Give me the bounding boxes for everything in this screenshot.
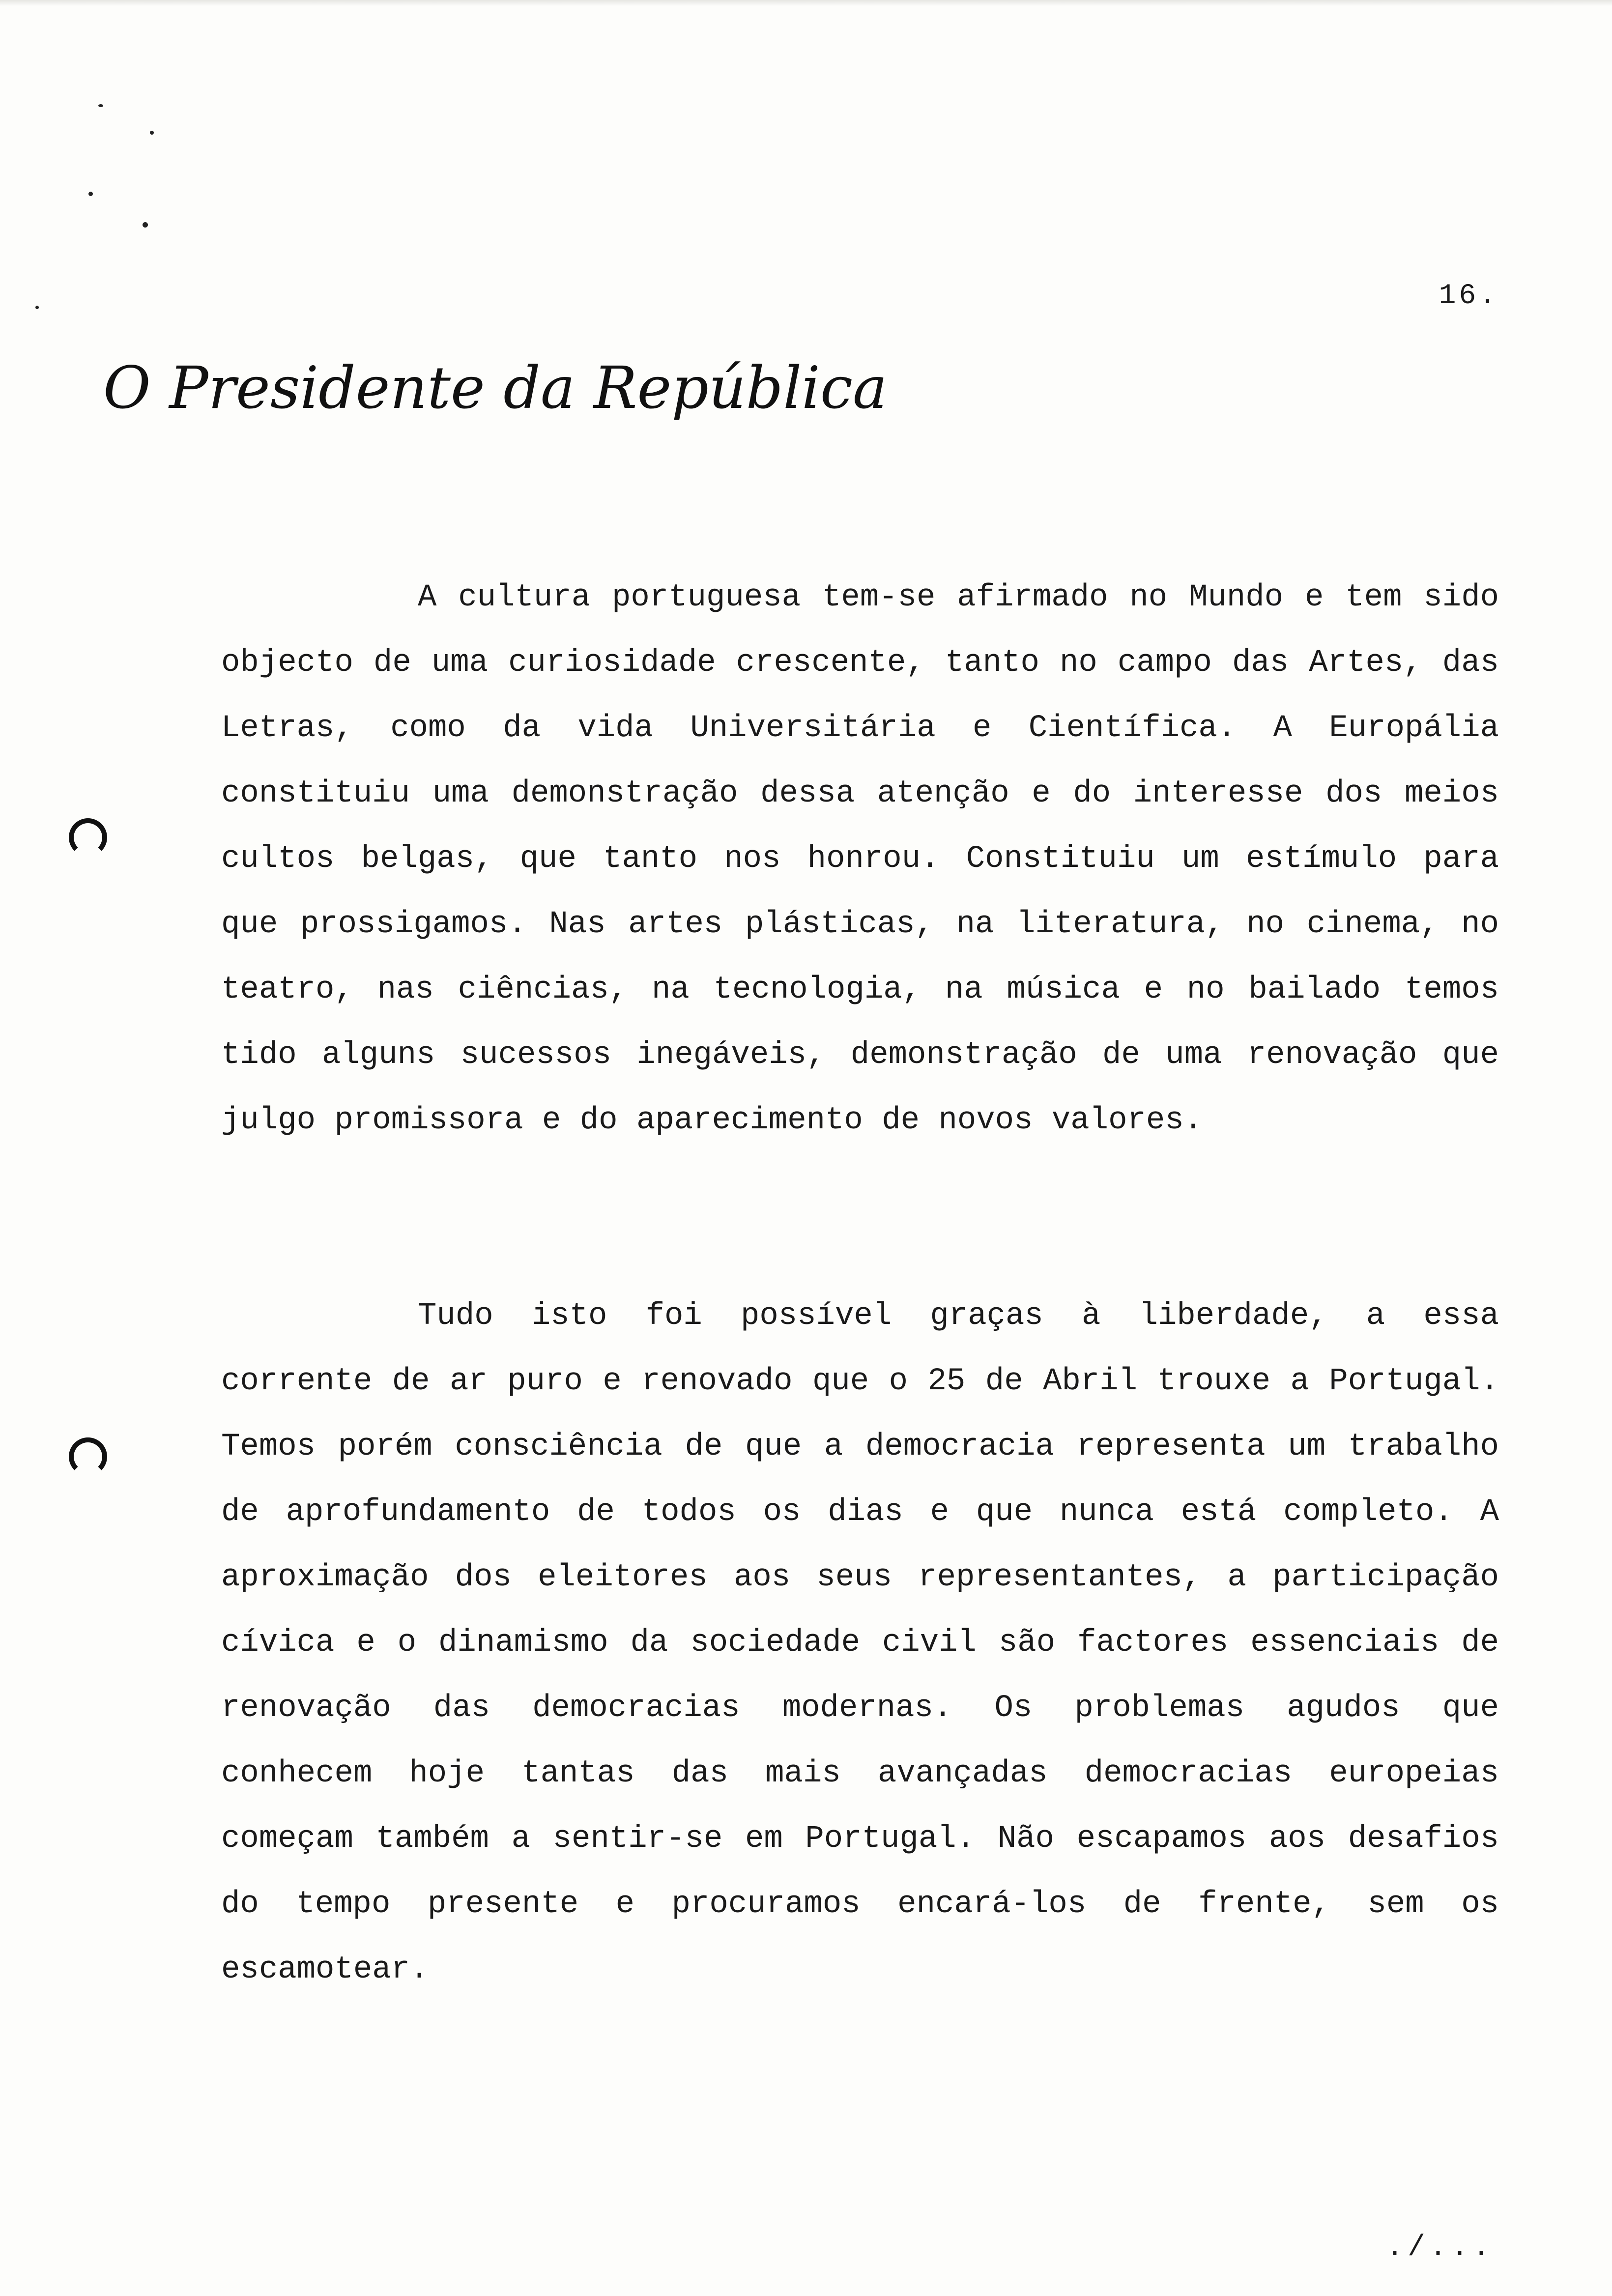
scan-speck: [35, 306, 39, 309]
continuation-mark: ./...: [1385, 2231, 1494, 2265]
page-number: 16.: [1439, 280, 1499, 312]
letterhead-title: O Presidente da República: [103, 354, 888, 422]
paragraph-culture: A cultura portuguesa tem-se afirmado no Mundo e tem sido objecto de uma curiosidade crescente, tanto no campo das Artes, das Letras, como da vida Universitária e Científica. A Europália constituiu uma demonstração dessa atenção e do interesse dos meios cultos belgas, que tanto nos honrou. Constituiu um estímulo para que prossigamos. Nas artes plásticas, na literatura, no cinema, no teatro, nas ciências, na tecnologia, na música e no bailado temos tido alguns sucessos inegáveis, demonstração de uma renovação que julgo promissora e do aparecimento de novos valores.: [221, 580, 1499, 1138]
letterhead-logo: [103, 344, 888, 442]
scan-speck: [88, 192, 93, 196]
scan-edge: [0, 0, 1612, 6]
punch-hole: [69, 1437, 107, 1476]
scan-speck: [98, 104, 103, 107]
scan-speck: [150, 131, 154, 135]
punch-hole: [69, 818, 107, 857]
letterhead: [103, 344, 888, 442]
paragraph-democracy: Tudo isto foi possível graças à liberdade, a essa corrente de ar puro e renovado que o 25 de Abril trouxe a Portugal. Temos porém consciência de que a democracia representa um trabalho de aprofundamento de todos os dias e que nunca está completo. A aproximação dos eleitores aos seus representantes, a participação cívica e o dinamismo da sociedade civil são factores essenciais de renovação das democracias modernas. Os problemas agudos que conhecem hoje tantas das mais avançadas democracias europeias começam também a sentir-se em Portugal. Não escapamos aos desafios do tempo presente e procuramos encará-los de frente, sem os escamotear.: [221, 1298, 1499, 1987]
scan-speck: [143, 222, 148, 228]
